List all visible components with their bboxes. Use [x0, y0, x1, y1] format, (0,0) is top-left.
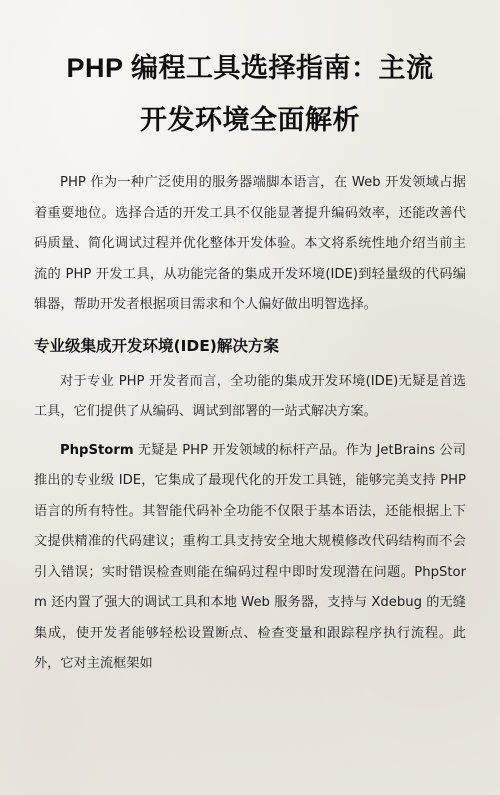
article-body: [34, 168, 466, 680]
intro-paragraph: PHP 作为一种广泛使用的服务器端脚本语言，在 Web 开发领域占据着重要地位。选择合适的开发工具不仅能显著提升编码效率，还能改善代码质量、简化调试过程并优化整体开发体验。本文将系统性地介绍当前主流的 PHP 开发工具，从功能完备的集成开发环境(IDE)到轻量级的代码编辑器，帮助开发者根据项目需求和个人偏好做出明智选择。: [34, 175, 466, 312]
phpstorm-term: PhpStorm: [60, 442, 134, 458]
article-title-line1: PHP 编程工具选择指南：主流: [66, 53, 434, 83]
phpstorm-description: 无疑是 PHP 开发领域的标杆产品。作为 JetBrains 公司推出的专业级 IDE，它集成了最现代化的开发工具链，能够完美支持 PHP 语言的所有特性。其智能代码补全功能不仅限于基本语法，还能根据上下文提供精准的代码建议；重构工具支持安全地大规模修改代码结构而不会引入错误；实时错误检查则能在编码过程中即时发现潜在问题。PhpStorm 还内置了强大的调试工具和本地 Web 服务器，支持与 Xdebug 的无缝集成，使开发者能够轻松设置断点、检查变量和跟踪程序执行流程。此外，它对主流框架如: [34, 442, 466, 671]
ide-intro-paragraph: 对于专业 PHP 开发者而言，全功能的集成开发环境(IDE)无疑是首选工具，它们提供了从编码、调试到部署的一站式解决方案。: [34, 373, 466, 419]
phpstorm-paragraph: [34, 436, 466, 680]
article-title: [34, 0, 466, 146]
article-title-line2: 开发环境全面解析: [140, 105, 360, 135]
section-heading-ide: 专业级集成开发环境(IDE)解决方案: [34, 336, 279, 355]
